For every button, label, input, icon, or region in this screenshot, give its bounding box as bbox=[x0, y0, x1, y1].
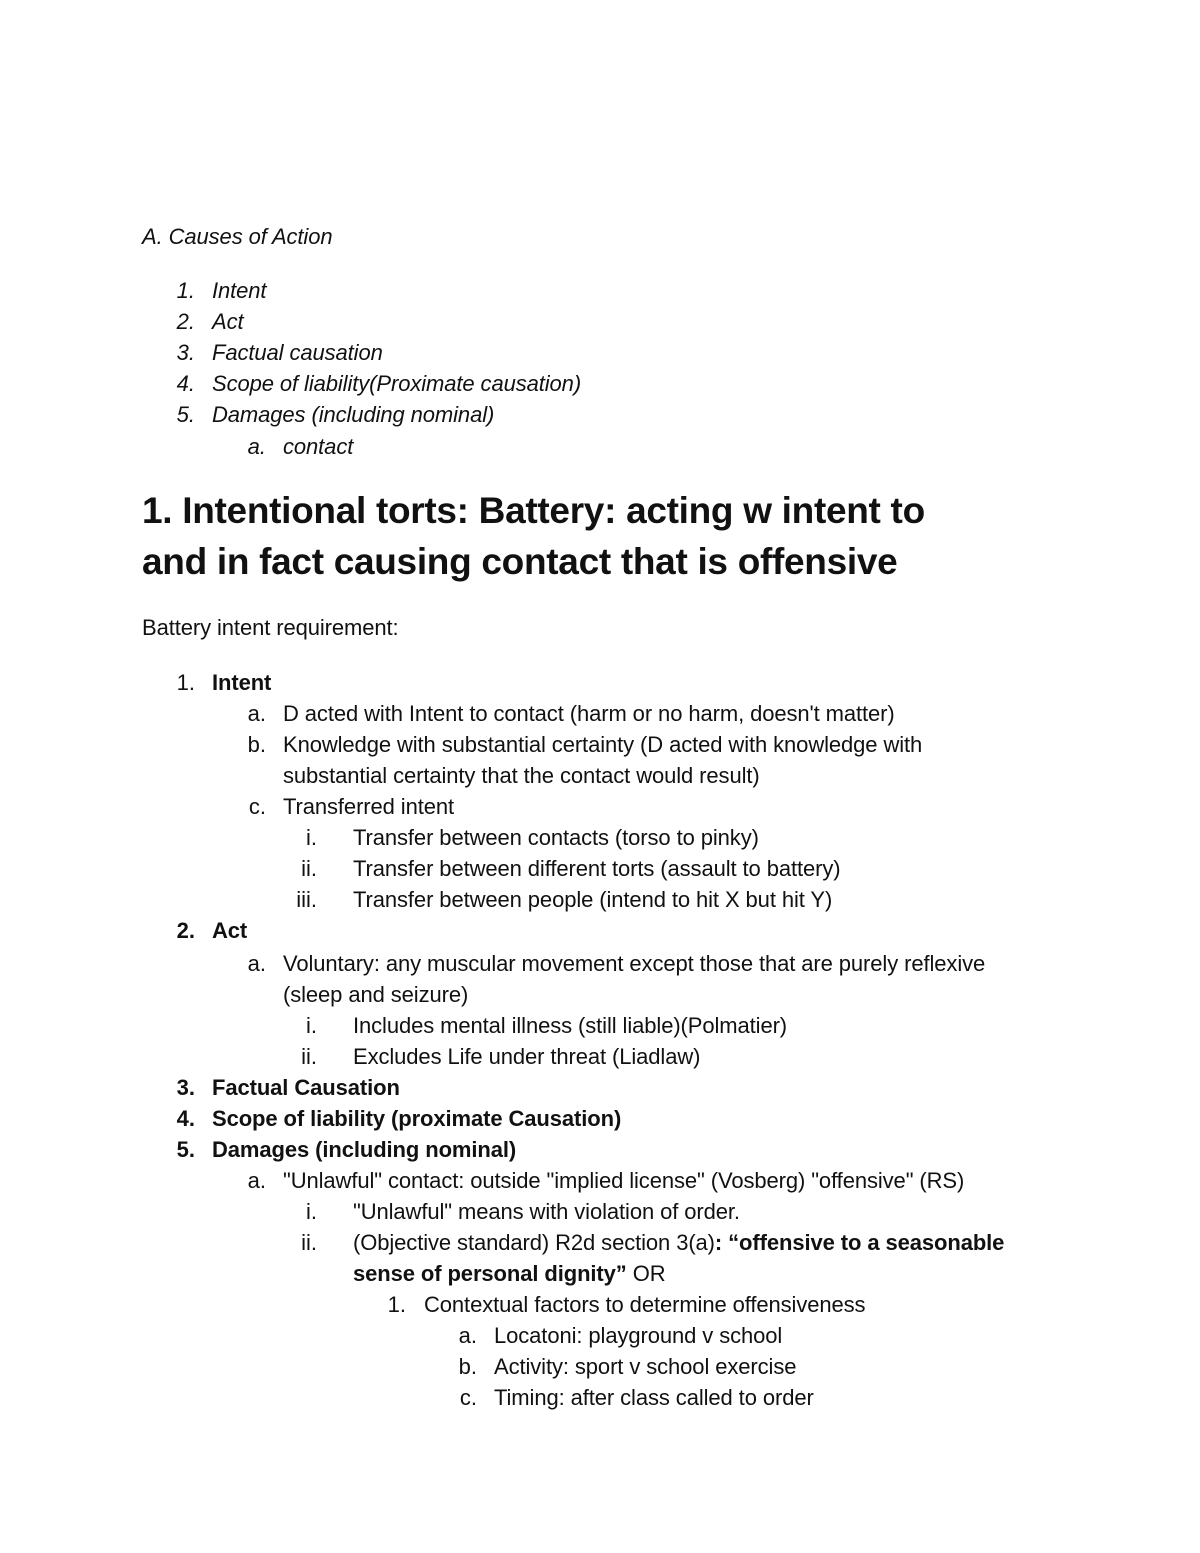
list-letter: c. bbox=[459, 1385, 477, 1410]
list-roman: i. bbox=[306, 825, 317, 850]
list-item: "Unlawful" contact: outside "implied license" (Vosberg) "offensive" (RS) bbox=[283, 1168, 965, 1193]
outline-item-number: 5. bbox=[176, 402, 195, 427]
list-number: 3. bbox=[176, 1075, 195, 1100]
outline-title: A. Causes of Action bbox=[142, 224, 333, 249]
list-item: D acted with Intent to contact (harm or no harm, doesn't matter) bbox=[283, 701, 895, 726]
outline-item: Damages (including nominal) bbox=[212, 402, 495, 427]
list-letter: a. bbox=[247, 951, 266, 976]
list-heading-damages: Damages (including nominal) bbox=[212, 1137, 517, 1162]
section-heading-line-2: and in fact causing contact that is offensive bbox=[142, 541, 898, 582]
list-number: 2. bbox=[176, 918, 195, 943]
list-item-continued: substantial certainty that the contact would result) bbox=[283, 763, 760, 788]
list-roman: ii. bbox=[301, 1044, 317, 1069]
list-heading-intent: Intent bbox=[212, 670, 272, 695]
list-item: Transferred intent bbox=[283, 794, 455, 819]
list-subitem: Contextual factors to determine offensiveness bbox=[424, 1292, 866, 1317]
outline-item: Intent bbox=[212, 278, 267, 303]
list-letter: a. bbox=[247, 701, 266, 726]
list-letter: b. bbox=[458, 1354, 477, 1379]
list-letter: c. bbox=[248, 794, 266, 819]
list-item-continued: (sleep and seizure) bbox=[283, 982, 469, 1007]
list-subitem-plain: OR bbox=[626, 1261, 666, 1286]
list-heading-factual-causation: Factual Causation bbox=[212, 1075, 400, 1100]
outline-item-number: 1. bbox=[176, 278, 195, 303]
list-subitem: Transfer between contacts (torso to pinky) bbox=[353, 825, 759, 850]
list-subitem-bold: sense of personal dignity” bbox=[353, 1261, 627, 1286]
outline-item: Scope of liability(Proximate causation) bbox=[212, 371, 582, 396]
intro-text: Battery intent requirement: bbox=[142, 615, 399, 640]
list-subitem: Excludes Life under threat (Liadlaw) bbox=[353, 1044, 701, 1069]
outline-item: Act bbox=[212, 309, 244, 334]
list-item: Knowledge with substantial certainty (D acted with knowledge with bbox=[283, 732, 923, 757]
list-roman: ii. bbox=[301, 856, 317, 881]
list-number: 4. bbox=[176, 1106, 195, 1131]
list-letter: a. bbox=[458, 1323, 477, 1348]
list-letter: a. bbox=[247, 1168, 266, 1193]
list-subitem-continued bbox=[353, 1258, 666, 1289]
list-number: 1. bbox=[176, 670, 195, 695]
list-roman: ii. bbox=[301, 1230, 317, 1255]
list-subitem bbox=[353, 1227, 1004, 1258]
outline-item: Factual causation bbox=[212, 340, 383, 365]
list-roman: i. bbox=[306, 1013, 317, 1038]
outline-item-number: 4. bbox=[176, 371, 195, 396]
list-heading-act: Act bbox=[212, 918, 248, 943]
section-heading-line-1: 1. Intentional torts: Battery: acting w intent to bbox=[142, 490, 925, 531]
list-subitem: Timing: after class called to order bbox=[494, 1385, 814, 1410]
outline-subitem: contact bbox=[283, 434, 354, 459]
list-subitem: "Unlawful" means with violation of order. bbox=[353, 1199, 740, 1224]
outline-item-number: 2. bbox=[176, 309, 195, 334]
list-subitem-bold: : “offensive to a seasonable bbox=[714, 1230, 1005, 1255]
list-subitem: Locatoni: playground v school bbox=[494, 1323, 783, 1348]
list-subitem: Transfer between different torts (assault to battery) bbox=[353, 856, 841, 881]
list-item: Voluntary: any muscular movement except those that are purely reflexive bbox=[283, 951, 986, 976]
list-number: 1. bbox=[387, 1292, 406, 1317]
list-roman: iii. bbox=[296, 887, 317, 912]
list-heading-scope-of-liability: Scope of liability (proximate Causation) bbox=[212, 1106, 622, 1131]
list-subitem: Transfer between people (intend to hit X but hit Y) bbox=[353, 887, 833, 912]
list-number: 5. bbox=[176, 1137, 195, 1162]
list-roman: i. bbox=[306, 1199, 317, 1224]
list-subitem: Includes mental illness (still liable)(Polmatier) bbox=[353, 1013, 788, 1038]
outline-subitem-letter: a. bbox=[247, 434, 266, 459]
list-subitem: Activity: sport v school exercise bbox=[494, 1354, 797, 1379]
outline-item-number: 3. bbox=[176, 340, 195, 365]
list-letter: b. bbox=[247, 732, 266, 757]
list-subitem-plain: (Objective standard) R2d section 3(a) bbox=[353, 1230, 715, 1255]
